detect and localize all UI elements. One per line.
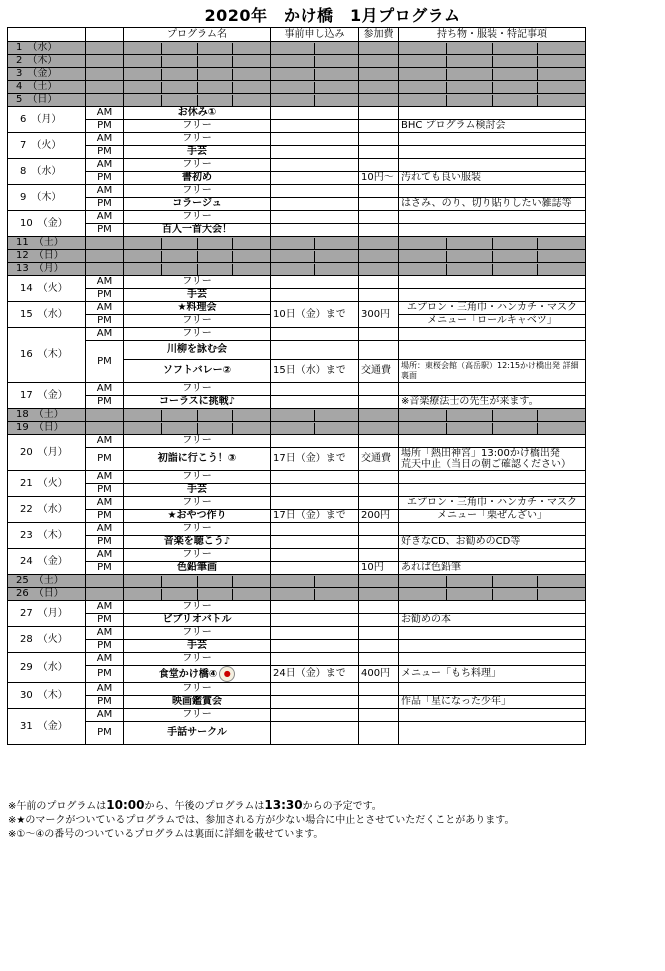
table-row (8, 696, 586, 709)
holiday-row (8, 68, 586, 81)
period-pm: PM (86, 614, 124, 627)
note: エプロン・三角巾・ハンカチ・マスク (399, 302, 586, 315)
note: はさみ、のり、切り貼りしたい雑誌等 (399, 198, 586, 211)
day-label: 21 （火） (8, 471, 86, 497)
period-am: AM (86, 211, 124, 224)
table-row (8, 549, 586, 562)
period-am: AM (86, 185, 124, 198)
table-row (8, 666, 586, 683)
table-row (8, 211, 586, 224)
program-name: ソフトバレー② (124, 360, 271, 383)
holiday-row (8, 42, 586, 55)
table-row (8, 159, 586, 172)
period-am: AM (86, 709, 124, 722)
day-label: 11 （土） (8, 237, 86, 250)
program-name: フリー (124, 627, 271, 640)
period-pm: PM (86, 536, 124, 549)
note: お勧めの本 (399, 614, 586, 627)
day-label: 12 （日） (8, 250, 86, 263)
program-name: フリー (124, 709, 271, 722)
day-label: 19 （日） (8, 422, 86, 435)
table-row (8, 198, 586, 211)
table-row (8, 224, 586, 237)
period-am: AM (86, 302, 124, 315)
table-row (8, 341, 586, 360)
program-name: フリー (124, 435, 271, 448)
table-row (8, 627, 586, 640)
program-name: フリー (124, 523, 271, 536)
program-name: 音楽を聴こう♪ (124, 536, 271, 549)
program-name: 映画鑑賞会 (124, 696, 271, 709)
day-label: 14 （火） (8, 276, 86, 302)
note: メニュー「もち料理」 (399, 666, 586, 683)
note: 場所「熱田神宮」13:00かけ橋出発 (401, 448, 560, 459)
table-row (8, 133, 586, 146)
holiday-row (8, 81, 586, 94)
note: ※音楽療法士の先生が来ます。 (399, 396, 586, 409)
holiday-row (8, 263, 586, 276)
fee: 300円 (359, 302, 399, 328)
day-label: 5 （日） (8, 94, 86, 107)
day-label: 20 （月） (8, 435, 86, 471)
table-row (8, 448, 586, 471)
header-apply: 事前申し込み (271, 28, 359, 42)
period-am: AM (86, 107, 124, 120)
table-row (8, 523, 586, 536)
note: 場所：東桜会館（高岳駅）12:15かけ橋出発 詳細裏面 (399, 360, 586, 383)
table-row (8, 536, 586, 549)
day-label: 17 （金） (8, 383, 86, 409)
day-label: 1 （水） (8, 42, 86, 55)
period-pm: PM (86, 224, 124, 237)
period-am: AM (86, 523, 124, 536)
period-am: AM (86, 159, 124, 172)
program-name: お休み① (124, 107, 271, 120)
program-name: フリー (124, 683, 271, 696)
footnote-star: ※★のマークがついているプログラムでは、参加される方が少ない場合に中止とさせていただくことがあります。 (8, 815, 515, 826)
table-row (8, 484, 586, 497)
footnote-times: ※午前のプログラムは10:00から、午後のプログラムは13:30からの予定です。 (8, 798, 382, 812)
program-name: フリー (124, 159, 271, 172)
holiday-row (8, 237, 586, 250)
note: 作品「星になった少年」 (399, 696, 586, 709)
program-name: ★おやつ作り (124, 510, 271, 523)
program-name: 百人一首大会！ (124, 224, 271, 237)
table-row (8, 185, 586, 198)
table-row (8, 562, 586, 575)
program-name: フリー (124, 549, 271, 562)
day-label: 10 （金） (8, 211, 86, 237)
note: 好きなCD、お勧めのCD等 (399, 536, 586, 549)
program-name: ★料理会 (124, 302, 271, 315)
table-row (8, 146, 586, 159)
day-label: 22 （水） (8, 497, 86, 523)
program-name: 色鉛筆画 (124, 562, 271, 575)
holiday-row (8, 575, 586, 588)
day-label: 31 （金） (8, 709, 86, 745)
note: 荒天中止（当日の朝ご確認ください） (401, 459, 571, 470)
table-row (8, 276, 586, 289)
day-label: 6 （月） (8, 107, 86, 133)
table-row (8, 383, 586, 396)
period-am: AM (86, 276, 124, 289)
holiday-row (8, 588, 586, 601)
schedule-table (7, 27, 586, 745)
period-pm: PM (86, 396, 124, 409)
header-items: 持ち物・服装・特記事項 (399, 28, 586, 42)
period-am: AM (86, 627, 124, 640)
note: メニュー「栗ぜんざい」 (399, 510, 586, 523)
period-pm: PM (86, 448, 124, 471)
table-row (8, 653, 586, 666)
program-name: フリー (124, 653, 271, 666)
day-label: 29 （水） (8, 653, 86, 683)
program-name: フリー (124, 497, 271, 510)
period-pm: PM (86, 640, 124, 653)
header-program: プログラム名 (124, 28, 271, 42)
table-row (8, 435, 586, 448)
holiday-row (8, 409, 586, 422)
day-label: 18 （土） (8, 409, 86, 422)
day-label: 13 （月） (8, 263, 86, 276)
program-name: フリー (124, 471, 271, 484)
program-name: フリー (124, 133, 271, 146)
period-pm: PM (86, 562, 124, 575)
period-pm: PM (86, 146, 124, 159)
footnote-numbers: ※①～④の番号のついているプログラムは裏面に詳細を載せています。 (8, 829, 324, 840)
period-am: AM (86, 471, 124, 484)
program-name: フリー (124, 383, 271, 396)
period-pm: PM (86, 289, 124, 302)
table-row (8, 302, 586, 315)
program-name: フリー (124, 601, 271, 614)
fee: 交通費 (359, 448, 399, 471)
program-name: 手話サークル (124, 722, 271, 745)
note: メニュー「ロールキャベツ」 (399, 315, 586, 328)
program-name: 川柳を詠む会 (124, 341, 271, 360)
table-row (8, 396, 586, 409)
holiday-row (8, 94, 586, 107)
table-row (8, 107, 586, 120)
day-label: 27 （月） (8, 601, 86, 627)
program-name: 手芸 (124, 484, 271, 497)
period-am: AM (86, 328, 124, 341)
note: 汚れても良い服装 (399, 172, 586, 185)
header-period (86, 28, 124, 42)
header-fee: 参加費 (359, 28, 399, 42)
day-label: 26 （日） (8, 588, 86, 601)
period-am: AM (86, 383, 124, 396)
footnotes (8, 798, 514, 842)
holiday-row (8, 422, 586, 435)
program-name: フリー (124, 276, 271, 289)
day-label: 23 （木） (8, 523, 86, 549)
program-name: ビブリオバトル (124, 614, 271, 627)
fee: 交通費 (359, 360, 399, 383)
note: BHC プログラム検討会 (399, 120, 586, 133)
program-name: コラージュ (124, 198, 271, 211)
note: エプロン・三角巾・ハンカチ・マスク (399, 497, 586, 510)
program-name: 手芸 (124, 289, 271, 302)
period-pm: PM (86, 172, 124, 185)
program-name: フリー (124, 211, 271, 224)
period-am: AM (86, 549, 124, 562)
day-label: 28 （火） (8, 627, 86, 653)
period-pm: PM (86, 120, 124, 133)
day-label: 16 （木） (8, 328, 86, 383)
program-name: 食堂かけ橋④ (158, 669, 218, 680)
apply-deadline: 15日（水）まで (271, 360, 359, 383)
table-row (8, 120, 586, 133)
table-row (8, 709, 586, 722)
table-row (8, 471, 586, 484)
day-label: 15 （水） (8, 302, 86, 328)
table-header (8, 28, 586, 42)
table-row (8, 289, 586, 302)
table-row (8, 722, 586, 745)
period-pm: PM (86, 696, 124, 709)
fee: 400円 (359, 666, 399, 683)
period-am: AM (86, 653, 124, 666)
period-am: AM (86, 601, 124, 614)
period-pm: PM (86, 666, 124, 683)
period-am: AM (86, 497, 124, 510)
day-label: 8 （水） (8, 159, 86, 185)
note: あれば色鉛筆 (399, 562, 586, 575)
day-label: 7 （火） (8, 133, 86, 159)
period-pm: PM (86, 315, 124, 328)
apply-deadline: 17日（金）まで (271, 448, 359, 471)
fee: 10円～ (359, 172, 399, 185)
table-row (8, 497, 586, 510)
period-pm: PM (86, 484, 124, 497)
period-pm: PM (86, 510, 124, 523)
holiday-row (8, 250, 586, 263)
day-label: 24 （金） (8, 549, 86, 575)
program-name: 初詣に行こう！③ (124, 448, 271, 471)
period-pm: PM (86, 341, 124, 383)
period-pm: PM (86, 722, 124, 745)
program-name: 手芸 (124, 640, 271, 653)
table-row (8, 601, 586, 614)
onigiri-mascot-icon: ● (219, 666, 235, 682)
apply-deadline: 24日（金）まで (271, 666, 359, 683)
program-name: フリー (124, 120, 271, 133)
day-label: 3 （金） (8, 68, 86, 81)
fee: 200円 (359, 510, 399, 523)
period-am: AM (86, 683, 124, 696)
table-row (8, 683, 586, 696)
day-label: 9 （木） (8, 185, 86, 211)
table-row (8, 510, 586, 523)
page-title: 2020年 かけ橋 1月プログラム (204, 6, 461, 25)
apply-deadline: 17日（金）まで (271, 510, 359, 523)
table-row (8, 328, 586, 341)
header-day (8, 28, 86, 42)
program-name: フリー (124, 328, 271, 341)
day-label: 2 （木） (8, 55, 86, 68)
day-label: 30 （木） (8, 683, 86, 709)
table-row (8, 172, 586, 185)
day-label: 25 （土） (8, 575, 86, 588)
holiday-row (8, 55, 586, 68)
program-name: 手芸 (124, 146, 271, 159)
program-name: フリー (124, 315, 271, 328)
program-name: 書初め (124, 172, 271, 185)
program-name: フリー (124, 185, 271, 198)
table-row (8, 614, 586, 627)
table-row (8, 640, 586, 653)
apply-deadline: 10日（金）まで (271, 302, 359, 328)
day-label: 4 （土） (8, 81, 86, 94)
program-name: コーラスに挑戦♪ (124, 396, 271, 409)
period-am: AM (86, 435, 124, 448)
period-pm: PM (86, 198, 124, 211)
fee: 10円 (359, 562, 399, 575)
period-am: AM (86, 133, 124, 146)
